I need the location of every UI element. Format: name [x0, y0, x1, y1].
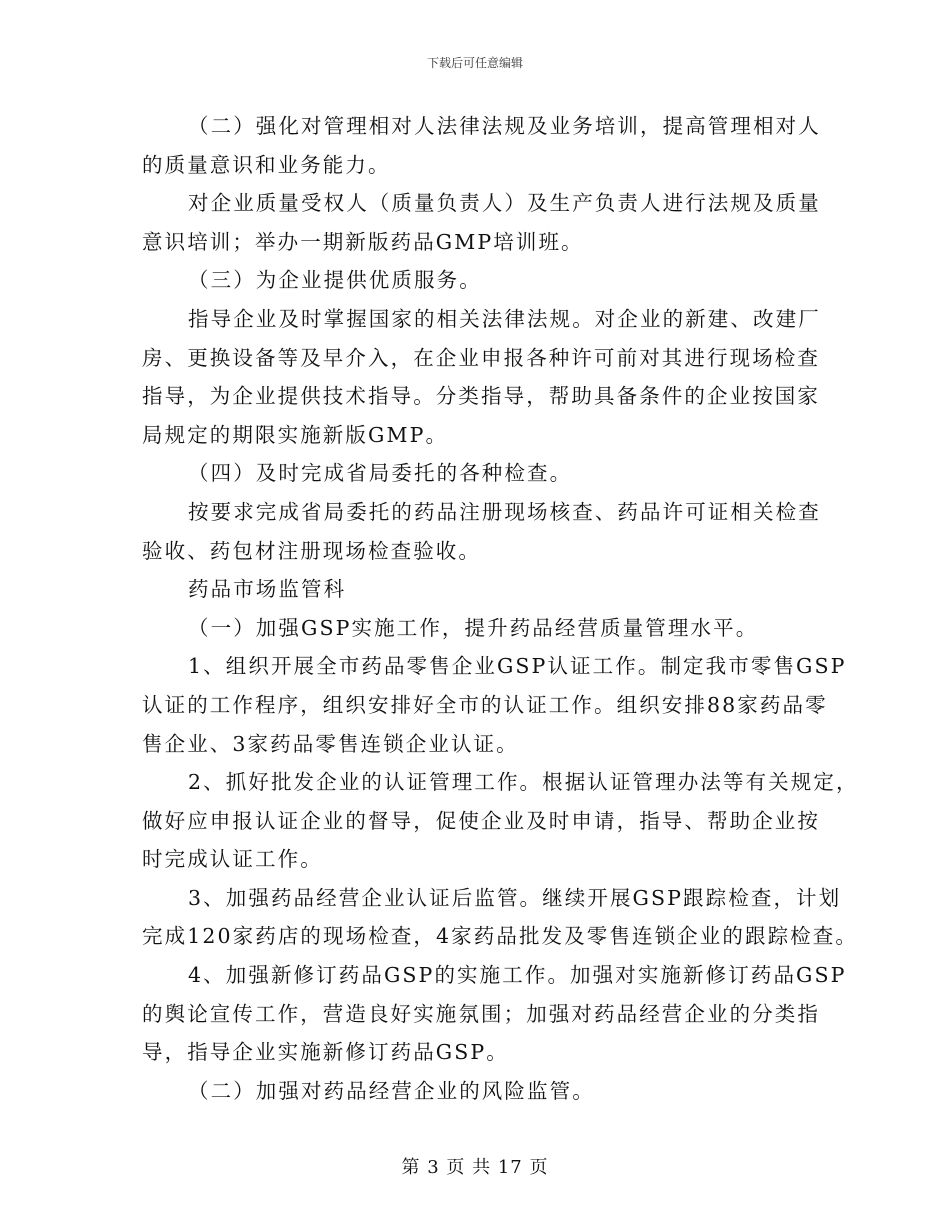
body-line: （四）及时完成省局委托的各种检查。: [188, 461, 573, 486]
body-line: 验收、药包材注册现场检查验收。: [142, 538, 481, 563]
body-line: 的质量意识和业务能力。: [142, 152, 391, 177]
body-line: 售企业、3家药品零售连锁企业认证。: [142, 731, 519, 756]
body-line: 指导，为企业提供技术指导。分类指导，帮助具备条件的企业按国家: [142, 384, 820, 409]
body-line: 认证的工作程序，组织安排好全市的认证工作。组织安排88家药品零: [142, 692, 828, 717]
body-line: （二）加强对药品经营企业的风险监管。: [188, 1078, 595, 1103]
body-line: 3、加强药品经营企业认证后监管。继续开展GSP跟踪检查，计划: [188, 885, 842, 910]
body-line: 1、组织开展全市药品零售企业GSP认证工作。制定我市零售GSP: [188, 654, 847, 679]
section-heading: 药品市场监管科: [188, 577, 347, 602]
body-line: 对企业质量受权人（质量负责人）及生产负责人进行法规及质量: [188, 191, 821, 216]
body-line: 时完成认证工作。: [142, 847, 323, 872]
body-line: 导，指导企业实施新修订药品GSP。: [142, 1040, 509, 1065]
body-line: 完成120家药店的现场检查，4家药品批发及零售连锁企业的跟踪检查。: [142, 924, 858, 949]
body-line: 局规定的期限实施新版GMP。: [142, 422, 449, 447]
page-footer: 第 3 页 共 17 页: [401, 1157, 549, 1178]
body-line: （一）加强GSP实施工作，提升药品经营质量管理水平。: [188, 615, 759, 640]
body-line: 按要求完成省局委托的药品注册现场核查、药品许可证相关检查: [188, 499, 821, 524]
body-line: 房、更换设备等及早介入，在企业申报各种许可前对其进行现场检查: [142, 345, 820, 370]
body-line: 意识培训；举办一期新版药品GMP培训班。: [142, 229, 584, 254]
body-line: （二）强化对管理相对人法律法规及业务培训，提高管理相对人: [188, 114, 821, 138]
body-line: 的舆论宣传工作，营造良好实施氛围；加强对药品经营企业的分类指: [142, 1001, 820, 1026]
page-header: 下载后可任意编辑: [426, 56, 523, 70]
document-body: [142, 107, 859, 1110]
body-line: 做好应申报认证企业的督导，促使企业及时申请，指导、帮助企业按: [142, 808, 820, 833]
body-line: 4、加强新修订药品GSP的实施工作。加强对实施新修订药品GSP: [188, 963, 847, 988]
body-line: （三）为企业提供优质服务。: [188, 268, 482, 293]
body-line: 指导企业及时掌握国家的相关法律法规。对企业的新建、改建厂: [188, 306, 821, 331]
body-line: 2、抓好批发企业的认证管理工作。根据认证管理办法等有关规定，: [188, 770, 859, 795]
